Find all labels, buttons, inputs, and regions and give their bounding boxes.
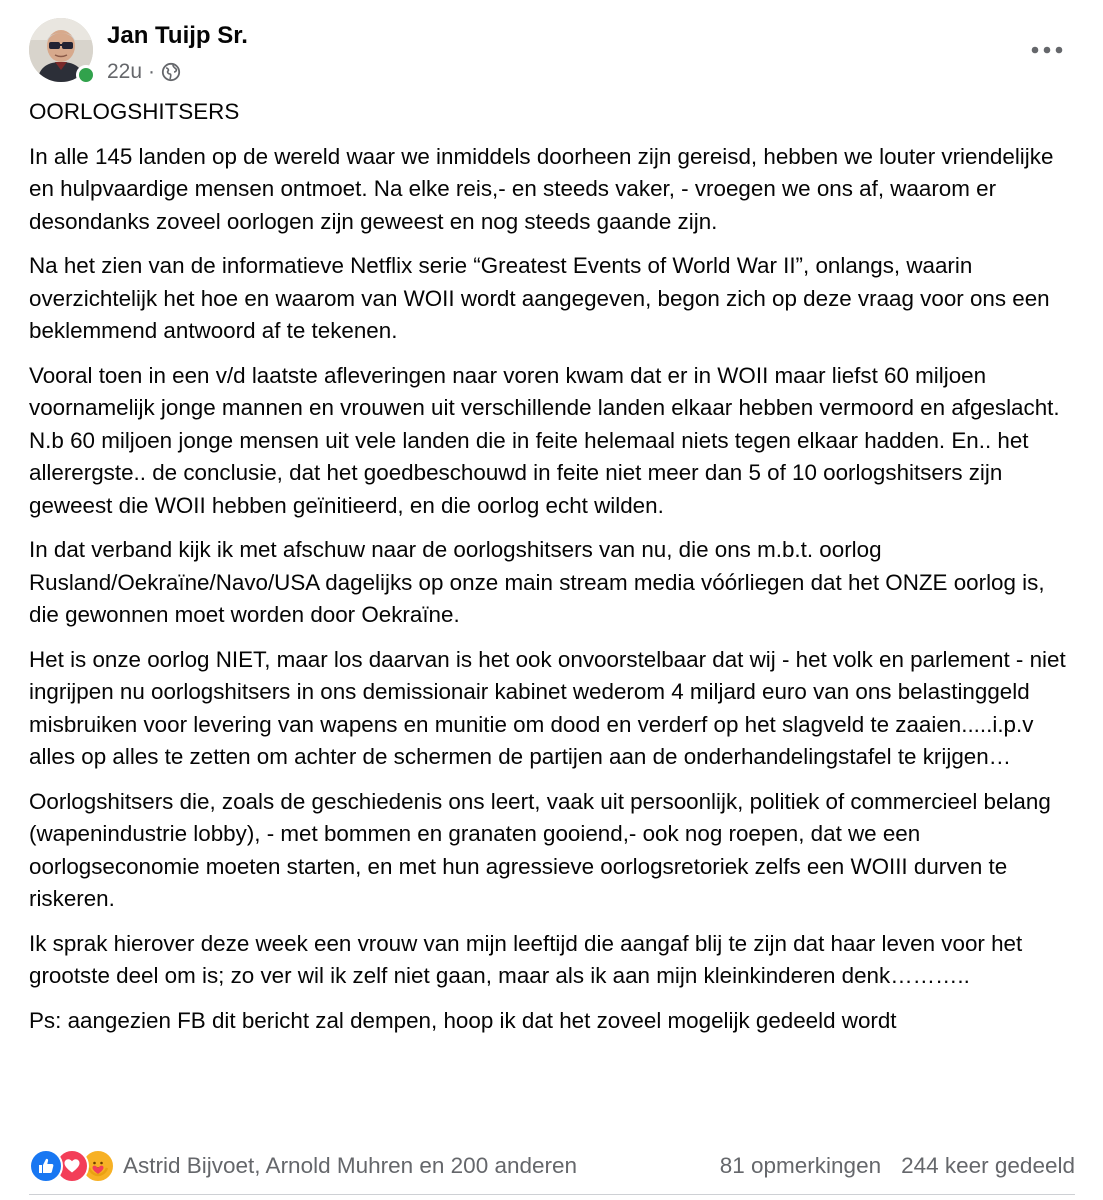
comments-count[interactable]: 81 opmerkingen [719, 1153, 882, 1178]
more-options-icon[interactable] [1027, 40, 1067, 60]
post-body [29, 96, 1079, 1049]
author-name[interactable]: Jan Tuijp Sr. [107, 22, 248, 49]
post-meta [107, 60, 181, 84]
shares-count[interactable]: 244 keer gedeeld [901, 1153, 1075, 1178]
meta-separator: · [148, 60, 156, 83]
author-avatar-wrap[interactable] [29, 18, 93, 82]
post-paragraph: Het is onze oorlog NIET, maar los daarvan is het ook onvoorstelbaar dat wij - het volk en parlement - niet ingrijpen nu oorlogshitsers in ons demissionair kabinet wederom 4 miljard euro van ons belastinggeld misbruiken voor levering van wapens en munitie om dood en verderf op het slagveld te zaaien.....i.p.v alles op alles te zetten om achter de schermen de partijen aan de onderhandelingstafel te krijgen… [29, 646, 1066, 769]
post-paragraph: Ik sprak hierover deze week een vrouw van mijn leeftijd die aangaf blij te zijn dat haar leven voor het grootste deel om is; zo ver wil ik zelf niet gaan, maar als ik aan mijn kleinkinderen denk……….. [29, 930, 1023, 988]
post-footer [29, 1148, 1075, 1184]
reaction-icons[interactable] [29, 1149, 107, 1183]
globe-icon[interactable] [161, 62, 181, 82]
post-paragraph: Oorlogshitsers die, zoals de geschiedenis ons leert, vaak uit persoonlijk, politiek of commercieel belang (wapenindustrie lobby), - met bommen en granaten gooiend,- ook nog roepen, dat we een oorlogseconomie moeten starten, en met hun agressieve oorlogsretoriek zelfs een WOIII durven te riskeren. [29, 788, 1051, 911]
post-paragraph: Vooral toen in een v/d laatste afleveringen naar voren kwam dat er in WOII maar liefst 60 miljoen voornamelijk jonge mannen en vrouwen uit verschillende landen elkaar hebben vermoord en afgeslacht. N.b 60 miljoen jonge mensen uit vele landen die in feite helemaal niets tegen elkaar hadden. En.. het allerergste.. de conclusie, dat het goedbeschouwd in feite niet meer dan 5 of 10 oorlogshitsers zijn geweest die WOII hebben geïnitieerd, en die oorlog echt wilden. [29, 362, 1060, 518]
post-header [29, 18, 1083, 90]
post-paragraph: In alle 145 landen op de wereld waar we inmiddels doorheen zijn gereisd, hebben we louter vriendelijke en hulpvaardige mensen ontmoet. Na elke reis,- en steeds vaker, - vroegen we ons af, waarom er desondanks zoveel oorlogen zijn geweest en nog steeds gaande zijn. [29, 143, 1054, 234]
post-paragraph: In dat verband kijk ik met afschuw naar de oorlogshitsers van nu, die ons m.b.t. oorlog Rusland/Oekraïne/Navo/USA dagelijks op onze main stream media vóórliegen dat het ONZE oorlog is, die gewonnen moet worden door Oekraïne. [29, 537, 1045, 627]
post-paragraph: Ps: aangezien FB dit bericht zal dempen, hoop ik dat het zoveel mogelijk gedeeld wordt [29, 1007, 897, 1033]
like-icon [29, 1149, 63, 1183]
post-title: OORLOGSHITSERS [29, 99, 240, 124]
online-status-dot [76, 65, 96, 85]
post-time[interactable]: 22u [107, 60, 143, 83]
post-paragraph: Na het zien van de informatieve Netflix serie “Greatest Events of World War II”, onlangs, waarin overzichtelijk het hoe en waarom van WOII wordt aangegeven, begon zich op deze vraag voor ons een beklemmend antwoord af te tekenen. [29, 253, 1050, 343]
reactors-summary[interactable]: Astrid Bijvoet, Arnold Muhren en 200 anderen [123, 1153, 578, 1178]
footer-divider [29, 1194, 1075, 1195]
